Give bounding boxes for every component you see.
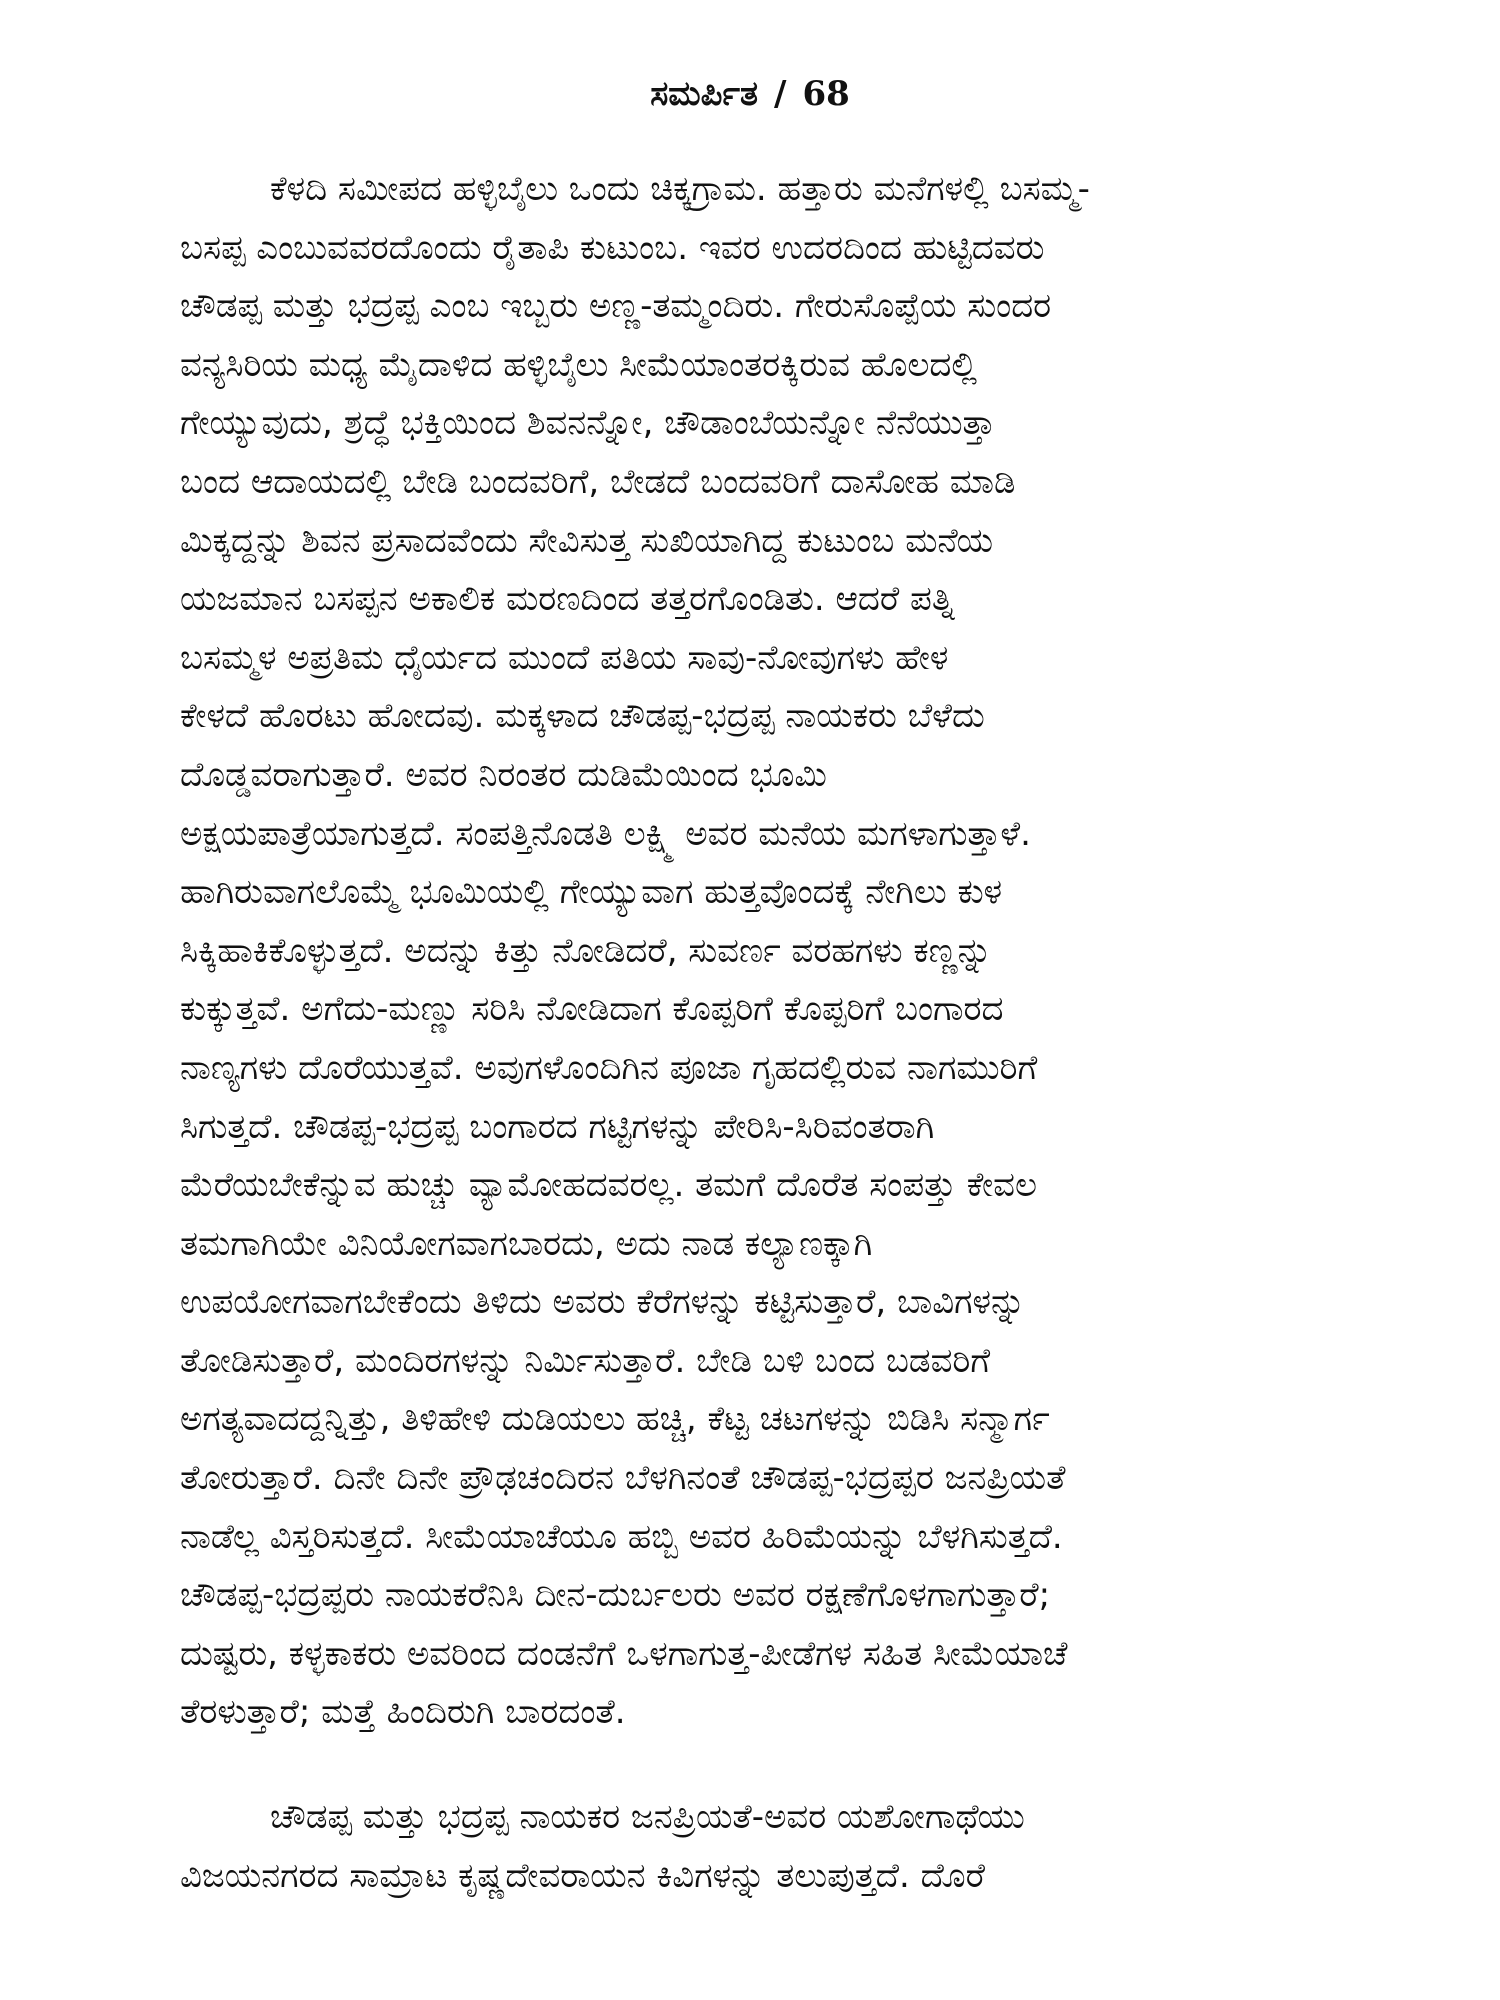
text-line: ಕೇಳದೆ ಹೊರಟು ಹೋದವು. ಮಕ್ಕಳಾದ ಚೌಡಪ್ಪ-ಭದ್ರಪ್ಪ ನಾಯಕರು ಬೆಳೆದು (180, 696, 985, 737)
text-line: ಕುಕ್ಕುತ್ತವೆ. ಅಗೆದು-ಮಣ್ಣು ಸರಿಸಿ ನೋಡಿದಾಗ ಕೊಪ್ಪರಿಗೆ ಕೊಪ್ಪರಿಗೆ ಬಂಗಾರದ (180, 989, 1004, 1030)
text-line: ಮೆರೆಯಬೇಕೆನ್ನುವ ಹುಚ್ಚು ವ್ಯಾಮೋಹದವರಲ್ಲ. ತಮಗೆ ದೊರೆತ ಸಂಪತ್ತು ಕೇವಲ (180, 1165, 1038, 1206)
page-header (0, 72, 1500, 116)
text-line: ವಿಜಯನಗರದ ಸಾಮ್ರಾಟ ಕೃಷ್ಣದೇವರಾಯನ ಕಿವಿಗಳನ್ನು ತಲುಪುತ್ತದೆ. ದೊರೆ (180, 1855, 985, 1896)
page-number: 68 (802, 74, 850, 114)
text-line: ಅಕ್ಷಯಪಾತ್ರೆಯಾಗುತ್ತದೆ. ಸಂಪತ್ತಿನೊಡತಿ ಲಕ್ಷ್ಮಿ ಅವರ ಮನೆಯ ಮಗಳಾಗುತ್ತಾಳೆ. (180, 813, 1031, 854)
text-line: ಬಸಮ್ಮಳ ಅಪ್ರತಿಮ ಧೈರ್ಯದ ಮುಂದೆ ಪತಿಯ ಸಾವು-ನೋವುಗಳು ಹೇಳ (180, 637, 949, 678)
text-line: ಸಿಗುತ್ತದೆ. ಚೌಡಪ್ಪ-ಭದ್ರಪ್ಪ ಬಂಗಾರದ ಗಟ್ಟಿಗಳನ್ನು ಪೇರಿಸಿ-ಸಿರಿವಂತರಾಗಿ (180, 1106, 935, 1147)
text-line: ಹಾಗಿರುವಾಗಲೊಮ್ಮೆ ಭೂಮಿಯಲ್ಲಿ ಗೇಯ್ಯುವಾಗ ಹುತ್ತವೊಂದಕ್ಕೆ ನೇಗಿಲು ಕುಳ (180, 872, 1003, 913)
header-separator: / (774, 74, 787, 114)
text-line: ವನ್ಯಸಿರಿಯ ಮಧ್ಯ ಮೈದಾಳಿದ ಹಳ್ಳಿಬೈಲು ಸೀಮೆಯಾಂತರಕ್ಕಿರುವ ಹೊಲದಲ್ಲಿ (180, 344, 978, 385)
text-line: ಉಪಯೋಗವಾಗಬೇಕೆಂದು ತಿಳಿದು ಅವರು ಕೆರೆಗಳನ್ನು ಕಟ್ಟಿಸುತ್ತಾರೆ, ಬಾವಿಗಳನ್ನು (180, 1282, 1026, 1323)
text-line: ಚೌಡಪ್ಪ-ಭದ್ರಪ್ಪರು ನಾಯಕರೆನಿಸಿ ದೀನ-ದುರ್ಬಲರು ಅವರ ರಕ್ಷಣೆಗೊಳಗಾಗುತ್ತಾರೆ; (180, 1575, 1051, 1616)
text-line: ತೋಡಿಸುತ್ತಾರೆ, ಮಂದಿರಗಳನ್ನು ನಿರ್ಮಿಸುತ್ತಾರೆ. ಬೇಡಿ ಬಳಿ ಬಂದ ಬಡವರಿಗೆ (180, 1340, 991, 1381)
text-line: ಅಗತ್ಯವಾದದ್ದನ್ನಿತ್ತು, ತಿಳಿಹೇಳಿ ದುಡಿಯಲು ಹಚ್ಚಿ, ಕೆಟ್ಟ ಚಟಗಳನ್ನು ಬಿಡಿಸಿ ಸನ್ಮಾರ್ಗ (180, 1399, 1050, 1440)
text-line: ಚೌಡಪ್ಪ ಮತ್ತು ಭದ್ರಪ್ಪ ಎಂಬ ಇಬ್ಬರು ಅಣ್ಣ-ತಮ್ಮಂದಿರು. ಗೇರುಸೊಪ್ಪೆಯ ಸುಂದರ (180, 286, 1052, 327)
paragraph-2 (180, 1788, 1342, 1905)
text-line: ಬಸಪ್ಪ ಎಂಬುವವರದೊಂದು ರೈತಾಪಿ ಕುಟುಂಬ. ಇವರ ಉದರದಿಂದ ಹುಟ್ಟಿದವರು (180, 227, 1045, 268)
text-line: ದುಷ್ಟರು, ಕಳ್ಳಕಾಕರು ಅವರಿಂದ ದಂಡನೆಗೆ ಒಳಗಾಗುತ್ತ-ಪೀಡೆಗಳ ಸಹಿತ ಸೀಮೆಯಾಚೆ (180, 1633, 1068, 1674)
text-line: ಚೌಡಪ್ಪ ಮತ್ತು ಭದ್ರಪ್ಪ ನಾಯಕರ ಜನಪ್ರಿಯತೆ-ಅವರ ಯಶೋಗಾಥೆಯು (270, 1797, 1025, 1837)
text-line: ಸಿಕ್ಕಿಹಾಕಿಕೊಳ್ಳುತ್ತದೆ. ಅದನ್ನು ಕಿತ್ತು ನೋಡಿದರೆ, ಸುವರ್ಣ ವರಹಗಳು ಕಣ್ಣನ್ನು (180, 930, 992, 971)
paragraph-1 (180, 160, 1342, 1742)
text-line: ಗೇಯ್ಯುವುದು, ಶ್ರದ್ಧೆ ಭಕ್ತಿಯಿಂದ ಶಿವನನ್ನೋ, ಚೌಡಾಂಬೆಯನ್ನೋ ನೆನೆಯುತ್ತಾ (180, 403, 996, 444)
text-line: ನಾಣ್ಯಗಳು ದೊರೆಯುತ್ತವೆ. ಅವುಗಳೊಂದಿಗಿನ ಪೂಜಾ ಗೃಹದಲ್ಲಿರುವ ನಾಗಮುರಿಗೆ (180, 1047, 1038, 1088)
text-line: ಮಿಕ್ಕದ್ದನ್ನು ಶಿವನ ಪ್ರಸಾದವೆಂದು ಸೇವಿಸುತ್ತ ಸುಖಿಯಾಗಿದ್ದ ಕುಟುಂಬ ಮನೆಯ (180, 520, 994, 561)
text-line: ಬಂದ ಆದಾಯದಲ್ಲಿ ಬೇಡಿ ಬಂದವರಿಗೆ, ಬೇಡದೆ ಬಂದವರಿಗೆ ದಾಸೋಹ ಮಾಡಿ (180, 461, 1016, 502)
text-line: ತೆರಳುತ್ತಾರೆ; ಮತ್ತೆ ಹಿಂದಿರುಗಿ ಬಾರದಂತೆ. (180, 1692, 626, 1733)
text-line: ತಮಗಾಗಿಯೇ ವಿನಿಯೋಗವಾಗಬಾರದು, ಅದು ನಾಡ ಕಲ್ಯಾಣಕ್ಕಾಗಿ (180, 1223, 873, 1264)
book-title: ಸಮರ್ಪಿತ (650, 74, 759, 114)
text-line: ತೋರುತ್ತಾರೆ. ದಿನೇ ದಿನೇ ಪ್ರೌಢಚಂದಿರನ ಬೆಳಗಿನಂತೆ ಚೌಡಪ್ಪ-ಭದ್ರಪ್ಪರ ಜನಪ್ರಿಯತೆ (180, 1458, 1066, 1499)
text-line: ಕೆಳದಿ ಸಮೀಪದ ಹಳ್ಳಿಬೈಲು ಒಂದು ಚಿಕ್ಕಗ್ರಾಮ. ಹತ್ತಾರು ಮನೆಗಳಲ್ಲಿ ಬಸಮ್ಮ- (270, 169, 1090, 209)
text-line: ನಾಡೆಲ್ಲ ವಿಸ್ತರಿಸುತ್ತದೆ. ಸೀಮೆಯಾಚೆಯೂ ಹಬ್ಬಿ ಅವರ ಹಿರಿಮೆಯನ್ನು ಬೆಳಗಿಸುತ್ತದೆ. (180, 1516, 1063, 1557)
text-line: ದೊಡ್ಡವರಾಗುತ್ತಾರೆ. ಅವರ ನಿರಂತರ ದುಡಿಮೆಯಿಂದ ಭೂಮಿ (180, 754, 827, 795)
text-line: ಯಜಮಾನ ಬಸಪ್ಪನ ಅಕಾಲಿಕ ಮರಣದಿಂದ ತತ್ತರಗೊಂಡಿತು. ಆದರೆ ಪತ್ನಿ (180, 579, 955, 620)
